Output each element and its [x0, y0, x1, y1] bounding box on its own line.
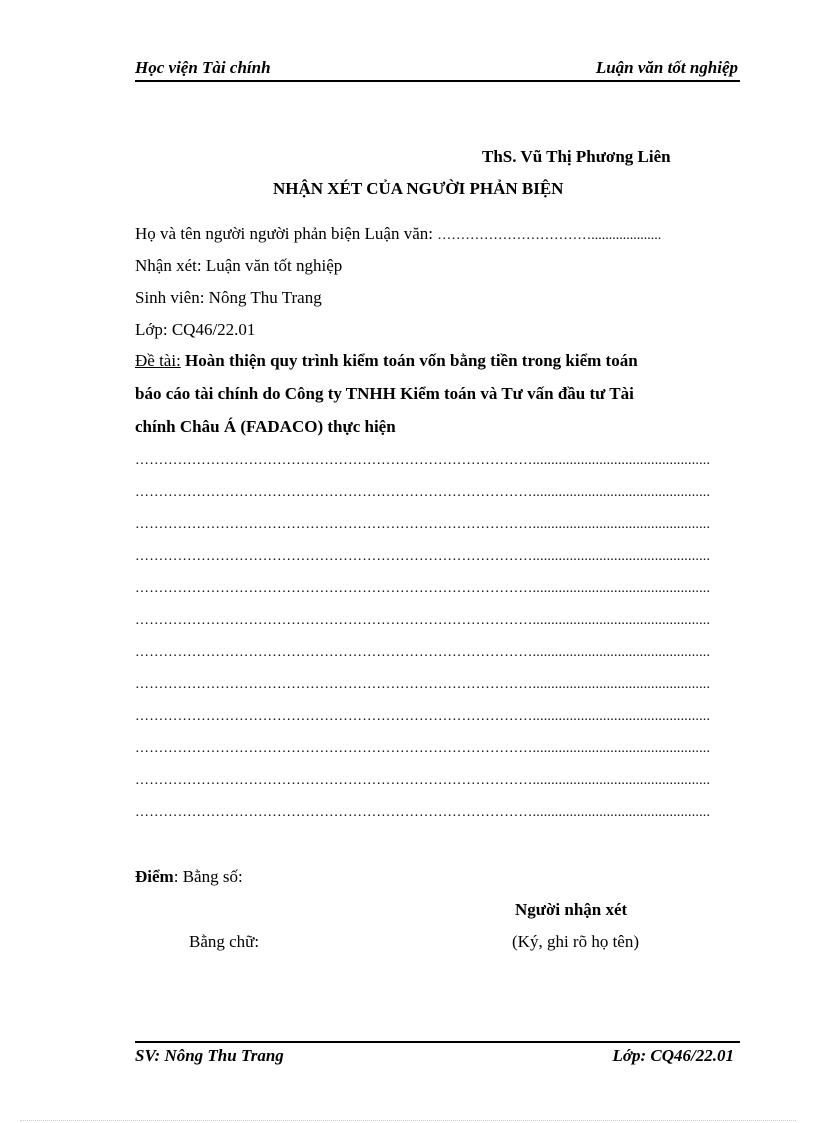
dotted-line: …………………………………………………………………………................................................: [135, 455, 711, 467]
header-rule: [135, 80, 740, 82]
reviewer-field: [135, 224, 661, 244]
dotted-line: …………………………………………………………………………................................................: [135, 519, 711, 531]
score-by-words: Bằng chữ:: [189, 932, 260, 951]
class-line: Lớp: CQ46/22.01: [135, 320, 256, 339]
dotted-line: …………………………………………………………………………................................................: [135, 615, 711, 627]
footer-left: SV: Nông Thu Trang: [135, 1046, 284, 1065]
topic-line-3: chính Châu Á (FADACO) thực hiện: [135, 417, 396, 436]
reviewer-label: Họ và tên người người phản biện Luận văn:: [135, 224, 433, 243]
page-title: NHẬN XÉT CỦA NGƯỜI PHẢN BIỆN: [273, 179, 564, 198]
dotted-line: …………………………………………………………………………................................................: [135, 583, 711, 595]
dotted-line: …………………………………………………………………………................................................: [135, 807, 711, 819]
dotted-line: …………………………………………………………………………................................................: [135, 679, 711, 691]
topic-label: Đề tài:: [135, 351, 181, 370]
page-edge-divider: [20, 1120, 796, 1121]
signature-title: Người nhận xét: [515, 900, 628, 919]
dotted-line: …………………………………………………………………………................................................: [135, 551, 711, 563]
footer-right: Lớp: CQ46/22.01: [612, 1046, 734, 1065]
dotted-line: …………………………………………………………………………................................................: [135, 711, 711, 723]
score-by-number-label: : Bằng số:: [173, 867, 243, 886]
footer-rule: [135, 1041, 740, 1043]
score-by-number: [135, 867, 243, 887]
topic-line-1: [135, 351, 638, 371]
header-right: Luận văn tốt nghiệp: [595, 58, 738, 77]
supervisor-name: ThS. Vũ Thị Phương Liên: [482, 147, 671, 166]
reviewer-dots: ……………………………....................: [437, 228, 662, 243]
score-label: Điểm: [135, 867, 174, 886]
topic-text-1: Hoàn thiện quy trình kiểm toán vốn bằng tiền trong kiểm toán: [185, 351, 638, 370]
header-left: Học viện Tài chính: [135, 58, 271, 77]
dotted-line: …………………………………………………………………………................................................: [135, 487, 711, 499]
dotted-line: …………………………………………………………………………................................................: [135, 743, 711, 755]
signature-note: (Ký, ghi rõ họ tên): [512, 932, 640, 951]
dotted-line: …………………………………………………………………………................................................: [135, 775, 711, 787]
dotted-line: …………………………………………………………………………................................................: [135, 647, 711, 659]
student-line: Sinh viên: Nông Thu Trang: [135, 288, 322, 307]
topic-line-2: báo cáo tài chính do Công ty TNHH Kiểm toán và Tư vấn đầu tư Tài: [135, 384, 634, 403]
comment-line: Nhận xét: Luận văn tốt nghiệp: [135, 256, 343, 275]
